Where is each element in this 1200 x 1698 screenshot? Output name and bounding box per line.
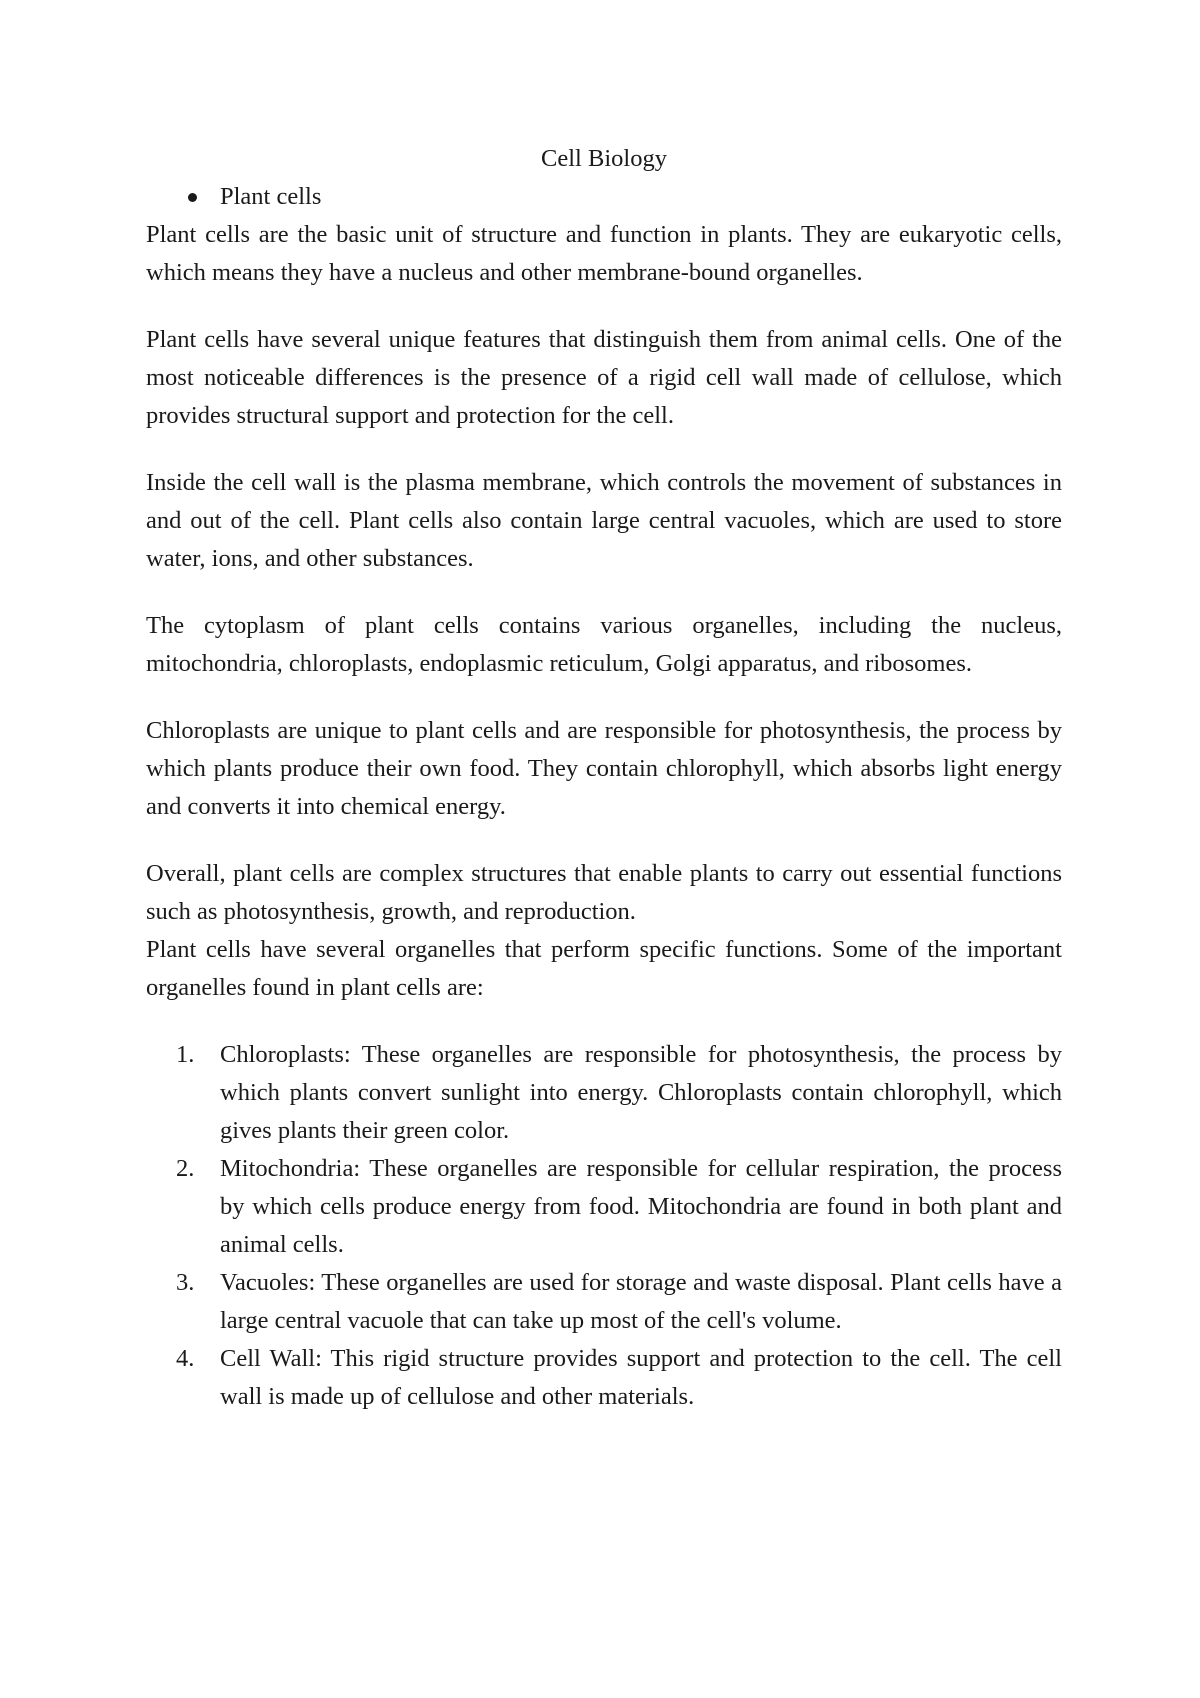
list-item — [146, 1150, 1062, 1264]
list-text: Mitochondria: These organelles are responsible for cellular respiration, the process by which cells produce energy from food. Mitochondria are found in both plant and animal cells. — [220, 1155, 1062, 1258]
list-text: Vacuoles: These organelles are used for storage and waste disposal. Plant cells have a large central vacuole that can take up most of the cell's volume. — [220, 1269, 1062, 1334]
paragraph-1: Plant cells are the basic unit of structure and function in plants. They are eukaryotic cells, which means they have a nucleus and other membrane-bound organelles. — [146, 221, 1062, 286]
list-item — [146, 1036, 1062, 1150]
paragraph-2: Plant cells have several unique features that distinguish them from animal cells. One of the most noticeable differences is the presence of a rigid cell wall made of cellulose, which provides structural support and protection for the cell. — [146, 326, 1062, 429]
paragraph-7: Plant cells have several organelles that perform specific functions. Some of the important organelles found in plant cells are: — [146, 936, 1062, 1001]
list-text: Cell Wall: This rigid structure provides support and protection to the cell. The cell wall is made up of cellulose and other materials. — [220, 1345, 1062, 1410]
list-number: 1. — [176, 1041, 195, 1068]
paragraph-5: Chloroplasts are unique to plant cells and are responsible for photosynthesis, the process by which plants produce their own food. They contain chlorophyll, which absorbs light energy and converts it into chemical energy. — [146, 717, 1062, 820]
bullet-label: Plant cells — [220, 183, 322, 210]
paragraph-3: Inside the cell wall is the plasma membrane, which controls the movement of substances in and out of the cell. Plant cells also contain large central vacuoles, which are used to store water, ions, and other substances. — [146, 469, 1062, 572]
bullet-item — [146, 178, 1062, 216]
organelle-list — [146, 1036, 1062, 1416]
list-number: 2. — [176, 1155, 195, 1182]
list-text: Chloroplasts: These organelles are responsible for photosynthesis, the process by which plants convert sunlight into energy. Chloroplasts contain chlorophyll, which gives plants their green color. — [220, 1041, 1062, 1144]
bullet-list — [146, 178, 1062, 216]
list-number: 3. — [176, 1269, 195, 1296]
paragraph-4: The cytoplasm of plant cells contains various organelles, including the nucleus, mitochondria, chloroplasts, endoplasmic reticulum, Golgi apparatus, and ribosomes. — [146, 612, 1062, 677]
list-item — [146, 1340, 1062, 1416]
bullet-icon — [188, 193, 197, 202]
list-number: 4. — [176, 1345, 195, 1372]
paragraph-6: Overall, plant cells are complex structures that enable plants to carry out essential functions such as photosynthesis, growth, and reproduction. — [146, 860, 1062, 925]
document-page — [146, 140, 1062, 1416]
document-title: Cell Biology — [541, 145, 667, 172]
list-item — [146, 1264, 1062, 1340]
